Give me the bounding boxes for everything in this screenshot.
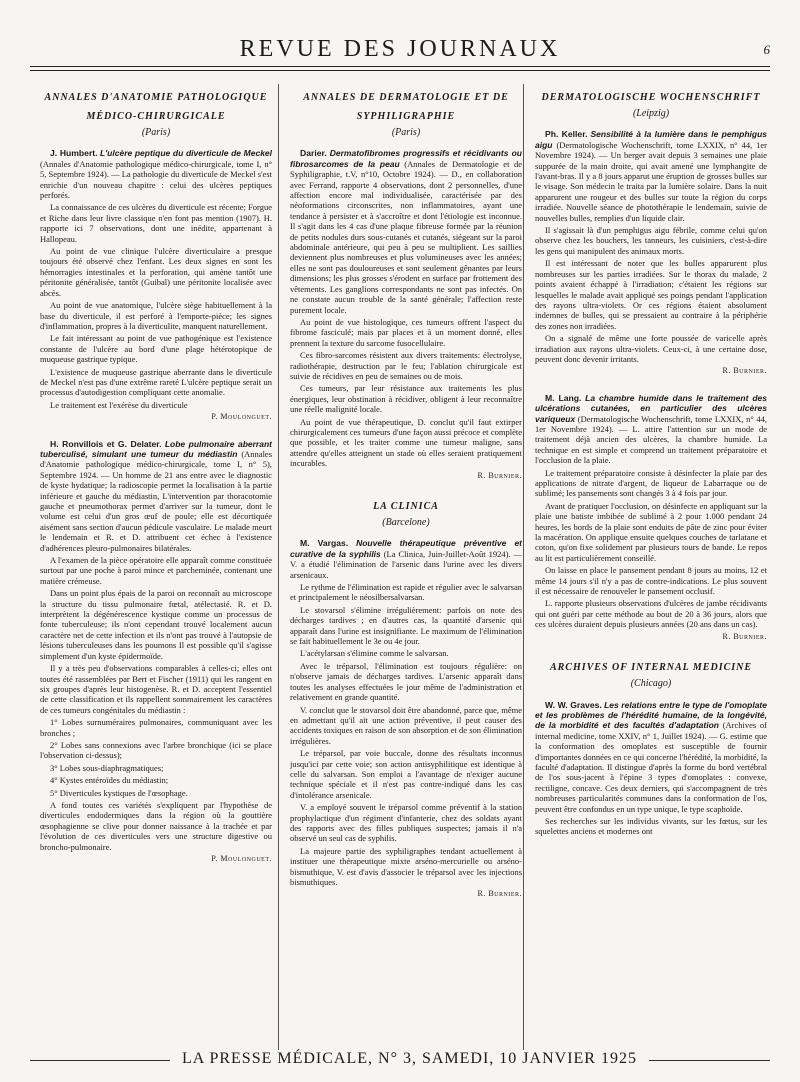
- column-right: [535, 88, 767, 1050]
- article-author: J. Humbert.: [50, 148, 98, 159]
- list-item: 3° Lobes sous-diaphragmatiques;: [50, 762, 164, 773]
- signature: P. Moulonguet.: [211, 412, 272, 422]
- paragraph: Ces tumeurs, par leur résistance aux traitements les plus énergiques, leur obstination à récidiver, obligent à leur reconnaître une réelle malignité locale.: [290, 383, 522, 415]
- article-title: Lobe pulmonaire aberrant tuberculisé, simulant une tumeur du médiastin: [40, 438, 272, 459]
- paragraph: Il est intéressant de noter que les bulles apparurent plus nombreuses sur les parties irradiées. Sur le thorax du malade, 2 points avaient échappé à l'irradiation; c'étaient les régions sur lesquelles le malade avait appliqué ses poings pendant l'application des rayons ultra-violets. Or ces régions étaient absolument indemnes de bulles, qui se pressaient au contraire à la périphérie des zones non irradiées.: [535, 258, 767, 331]
- paragraph: Le stovarsol s'élimine irrégulièrement: parfois on note des décharges tardives ; en d'autres cas, la quantité d'arsenic qui apparaît dans l'urine est insignifiante. Le maximum de l'élimination se fait habituellement le 3e ou 4e jour.: [290, 604, 522, 647]
- section-heading: ANNALES DE DERMATOLOGIE ET DE SYPHILIGRAPHIE: [303, 92, 509, 122]
- article-author: Darier.: [300, 148, 327, 159]
- article-lead: (Annales d'Anatomie pathologique médico-chirurgicale, tome I, n° 5, Septembre 1924). — La pathologie du diverticule de Meckel s'est enrichie d'un nouveau chapitre : celui des ulcères peptiques perforés.: [40, 158, 272, 201]
- list-item: 4° Kystes entéroïdes du médiastin;: [50, 775, 169, 786]
- section-heading: ANNALES D'ANATOMIE PATHOLOGIQUE MÉDICO-CHIRURGICALE: [44, 92, 268, 122]
- section-heading: LA CLINICA: [373, 501, 439, 512]
- article-author: H. Ronvillois et G. Delater.: [50, 438, 162, 449]
- section-city: (Chicago): [630, 678, 672, 690]
- paragraph: A fond toutes ces variétés s'expliquent par l'hypothèse de diverticules endodermiques dans la région où la gouttière œsophagienne se clive pour donner naissance à la trachée et par l'évolution de ces diverticules vers une structure digestive ou broncho-pulmonaire.: [40, 799, 272, 852]
- paragraph: L'existence de muqueuse gastrique aberrante dans le diverticule de Meckel n'est pas d'une extrême rareté L'ulcère peptique serait un processus d'autodigestion compliquant cette anomalie.: [40, 366, 272, 398]
- paragraph: Le fait intéressant au point de vue pathogénique est l'existence constante de l'ulcère au bord d'une plage hétérotopique de muqueuse gastrique typique.: [40, 333, 272, 365]
- list-item: 5° Diverticules kystiques de l'œsophage.: [50, 787, 188, 798]
- list-item: 2° Lobes sans connexions avec l'arbre bronchique (ici se place l'observation ci-dessus);: [40, 739, 272, 761]
- column-divider: [523, 84, 524, 1054]
- article-author: M. Lang.: [545, 392, 582, 403]
- article: [290, 538, 522, 899]
- page-header: [30, 26, 770, 66]
- article-lead: (Dermatologische Wochenschrift, tome LXXIX, n° 44, 1er Novembre 1924). — Un berger avait depuis 3 semaines une plaie suppurée de la main droite, qui avait amené une lymphangite de l'avant-bras. Il y a 8 jours apparut une éruption de grosses bulles sur le visage. Son médecin le traita par la lumière solaire. Dans la nuit apparurent une rougeur et des bulles sur toute la région du corps irradiée. Nouvelle séance de photothérapie le lendemain, suivie de nouvelles bulles, remplies d'un liquide clair.: [535, 139, 767, 223]
- page-footer: [30, 1050, 770, 1080]
- signature: R. Burnier.: [722, 366, 767, 376]
- column-middle: [290, 88, 522, 1050]
- section-city: (Paris): [141, 127, 171, 138]
- article: [535, 129, 767, 376]
- article: [40, 439, 272, 865]
- article-title: L'ulcère peptique du diverticule de Meckel: [99, 148, 272, 159]
- header-rule-2: [30, 70, 770, 71]
- page-number: 6: [763, 42, 770, 57]
- paragraph: On laisse en place le pansement pendant 8 jours au moins, 12 et même 14 jours s'il n'y a pas de contre-indications. Le plus souvent il est nécessaire de renouveler le pansement occlusif.: [535, 565, 767, 597]
- section-city: (Barcelone): [382, 517, 430, 528]
- section-heading: DERMATOLOGISCHE WOCHENSCHRIFT: [541, 92, 761, 103]
- paragraph: Ses recherches sur les individus vivants, sur les fœtus, sur les squelettes anciens et modernes ont: [535, 815, 767, 837]
- paragraph: Le traitement préparatoire consiste à désinfecter la plaie par des applications de nitrate d'argent, de liqueur de Labarraque ou de sublimé; les pansements sont changés 3 à 4 fois par jour.: [535, 467, 767, 499]
- paragraph: La majeure partie des syphiligraphes tendant actuellement à instituer une thérapeutique mixte arséno-mercurielle ou arséno-bismuthique, V. est d'avis d'associer le tréparsol avec les injections bismuthiques.: [290, 845, 522, 887]
- list-item: 1° Lobes surnuméraires pulmonaires, communiquant avec les bronches ;: [40, 717, 272, 738]
- paragraph: Le tréparsol, par voie buccale, donne des résultats inconnus jusqu'ici par cette voie; son action antisyphilitique est identique à celle du salvarsan. Son emploi a l'avantage de n'exiger aucune technique spéciale et il n'est pas contre-indiqué dans les cas d'intolérance arsenicale.: [290, 748, 522, 800]
- article-author: Ph. Keller.: [545, 129, 588, 140]
- paragraph: Avant de pratiquer l'occlusion, on désinfecte en appliquant sur la plaie une batiste imbibée de sublimé à 2 pour 1.000 pendant 24 heures, les bords de la plaie sont enduits de pâte de zinc pour éviter la macération. On applique ensuite quelques couches de tarlatane et coton, qu'on fixe solidement par plusieurs tours de bande. Le repos au lit est particulièrement conseillé.: [535, 500, 767, 563]
- paragraph: Au point de vue clinique l'ulcère diverticulaire a presque toujours été observé chez l'enfant. Les deux signes en sont les hémorragies intestinales et la perforation, qui amène tantôt une péritonite généralisée, tantôt (Guibal) une péritonite localisée avec abcès.: [40, 246, 272, 298]
- article: [40, 148, 272, 422]
- signature: P. Moulonguet.: [211, 854, 272, 863]
- article-title: Nouvelle thérapeutique préventive et curative de la syphilis: [290, 538, 522, 559]
- article: [290, 148, 522, 481]
- article-lead: (Annales de Dermatologie et de Syphiligraphie, t.V, n°10, Octobre 1924). — D., en collaboration avec Ferrand, rapporte 4 observations, dont 2 personnelles, d'une affection encore mal individualisée, caractérisée par des néoformations circonscrites, non inflammatoires, ayant une tendance à persister et à s'accroître et dont l'étiologie est inconnue. Il s'agit dans les 4 cas d'une plaque fibreuse formée par la réunion de petits nodules durs sous-cutanés et cutanés, siégeant sur la paroi abdominale antérieure, qui peu à peu se multiplient. Les saillies deviennent plus nombreuses et plus volumineuses avec les années; elles ne sont pas douloureuses et sont seulement gênantes par leurs dimensions; les plus grosses s'érodent en surface par frottement des vêtements. Les ganglions correspondants ne sont pas infectés. On ne constate aucun trouble de la santé générale; l'affection reste purement locale.: [290, 158, 522, 315]
- column-divider: [278, 84, 279, 1054]
- section-city: (Leipzig): [632, 108, 670, 119]
- article-lead: (Annales d'Anatomie pathologique médico-chirurgicale, tome I, n° 5), Septembre 1924. — Un homme de 21 ans entre avec le diagnostic de kyste hydatique; la radioscopie permet la localisation à la partie inférieure et gauche du médiastin, L'intervention par thoracotomie gauche et pneumothorax permet d'arriver sur la tumeur, dont le volume est celui d'un gros œuf de poule; elle est décortiquée aisément sans section d'aucun pédicule vasculaire. Le malade meurt le lendemain et R. et D. attribuent cet échec à l'existence d'adhérences pleuro-pulmonaires bilatérales.: [40, 448, 272, 553]
- paragraph: Avec le tréparsol, l'élimination est toujours régulière: on n'observe jamais de décharges tardives. L'arsenic apparaît dans toutes les analyses effectuées le jour même de l'administration et relativement en grande quantité.: [290, 660, 522, 703]
- signature: R. Burnier.: [477, 889, 522, 899]
- article-author: M. Vargas.: [300, 538, 349, 549]
- section-heading: ARCHIVES OF INTERNAL MEDICINE: [549, 662, 753, 674]
- article-title: Dermatofibromes progressifs et récidivants ou fibrosarcomes de la peau: [290, 148, 522, 169]
- article-lead: (Archives of internal medicine, tome XXIV, n° 1, Juillet 1924). — G. estime que la conformation des omoplates est susceptible de fournir d'importantes données en ce qui concerne l'hérédité, la morbidité, la faculté d'adaptation. Il distingue d'après la forme du bord vertébral de l'os sous-jacent à l'épine 3 types d'omoplates : convexe, rectiligne, concave. Ces deux derniers, qui s'accompagnent de très nombreuses particularités communes dans la conformation de l'os, peuvent être confondus en un type unique, le type scaphoïde.: [535, 720, 767, 814]
- article-lead: (Dermatologische Wochenschrift, tome LXXIX, n° 44, 1er Novembre 1924). — L. attire l'attention sur un mode de traitement déjà ancien des ulcères, la chambre humide. La technique en est simple et comprend un traitement préparatoire et l'occlusion de la plaie.: [535, 413, 767, 466]
- footer-text: LA PRESSE MÉDICALE, N° 3, SAMEDI, 10 JANVIER 1925: [170, 1050, 649, 1068]
- article: [535, 700, 767, 837]
- article-lead: (La Clinica, Juin-Juillet-Août 1924). — V. a étudié l'élimination de l'arsenic dans l'urine avec les divers arsenicaux.: [290, 548, 522, 580]
- header-rule: [30, 66, 770, 67]
- article-title: La chambre humide dans le traitement des ulcérations cutanées, en particulier des ulcères variqueux: [535, 392, 767, 424]
- journal-title: REVUE DES JOURNAUX: [239, 36, 561, 62]
- article-title: Les relations entre le type de l'omoplate et les problèmes de l'hérédité humaine, de la longévité, de la morbidité et des facultés d'adaptation: [535, 699, 767, 731]
- paragraph: Il y a très peu d'observations comparables à celles-ci; elles ont toutes été rassemblées par Bert et Fischer (1911) qui les rangent en six groupes d'après leur histogenèse. R. et D. acceptent l'essentiel de cette classification et ils rappellent sommairement les caractères de ces tumeurs congénitales du médiastin :: [40, 663, 272, 715]
- paragraph: Il s'agissait là d'un pemphigus aigu fébrile, comme celui qu'on observe chez les bouchers, les tanneurs, les cuisiniers, c'est-à-dire les gens qui manipulent des animaux morts.: [535, 225, 767, 256]
- paragraph: L. rapporte plusieurs observations d'ulcères de jambe récidivants qui ont guéri par cette méthode au bout de 20 à 36 jours, alors que ces ulcères duraient depuis plusieurs années (20 ans dans un cas).: [535, 598, 767, 630]
- article: [535, 393, 767, 642]
- paragraph: Au point de vue anatomique, l'ulcère siège habituellement à la base du diverticule, il est perforé à l'emporte-pièce; les signes d'inflammation, propres à la diverticulite, manquent naturellement.: [40, 300, 272, 331]
- signature: R. Burnier.: [477, 470, 522, 480]
- paragraph: Au point de vue thérapeutique, D. conclut qu'il faut extirper chirurgicalement ces tumeurs d'une façon aussi précoce et complète que possible, et les traiter comme une tumeur maligne, sans attendre qu'elles atteignent un stade où elles seraient pratiquement incurables.: [290, 416, 522, 469]
- paragraph: Le rythme de l'élimination est rapide et régulier avec le salvarsan et principalement le néosilbersalvarsan.: [290, 582, 522, 603]
- paragraph: V. conclut que le stovarsol doit être abandonné, parce que, même en admettant qu'il ait une action préventive, il peut causer des accidents toxiques en raison de son absorption et de son élimination irrégulières.: [290, 704, 522, 746]
- paragraph: Au point de vue histologique, ces tumeurs offrent l'aspect du fibrome fasciculé; mais par places et à un moment donné, elles prennent la texture du sarcome fusocellulaire.: [290, 316, 522, 348]
- article-author: W. W. Graves.: [545, 699, 602, 710]
- paragraph: On a signalé de même une forte poussée de varicelle après irradiation aux rayons ultra-violets. Ceux-ci, à une certaine dose, peuvent donc devenir irritants.: [535, 333, 767, 364]
- paragraph: Ces fibro-sarcomes résistent aux divers traitements: électrolyse, radiothérapie, destruction par le feu; l'ablation chirurgicale est suivie de récidives en peu de semaines ou de mois.: [290, 350, 522, 381]
- section-city: (Paris): [391, 127, 421, 138]
- paragraph: La connaissance de ces ulcères du diverticule est récente; Forgue et Riche dans leur livre classique n'en font pas mention (1907). H. rapporte ici 7 observations, dont une inédite, appartenant à Hallopeau.: [40, 202, 272, 244]
- paragraph: Dans un point plus épais de la paroi on reconnaît au microscope la structure du tissu pulmonaire fœtal, atélectasié. R. et D. interprètent la dégénérescence kystique comme un processus de fonte tuberculeuse; ils n'ont cependant trouvé localement aucun caractère net de cette infection et ils n'ont pas trouvé à l'autopsie de lésions tuberculeuses dans les poumons Il est possible qu'il s'agisse simplement d'un kyste épidermoïde.: [40, 588, 272, 661]
- paragraph: A l'examen de la pièce opératoire elle apparaît comme constituée surtout par une poche à paroi mince et parcheminée, contenant une matière crémeuse.: [40, 555, 272, 586]
- paragraph: V. a employé souvent le tréparsol comme préventif à la station prophylactique d'un régiment d'infanterie, chez des soldats ayant des rapports avec des filles publiques suspectes; jamais il n'a observé un seul cas de syphilis.: [290, 802, 522, 844]
- signature: R. Burnier.: [722, 631, 767, 641]
- article-title: Sensibilité à la lumière dans le pemphigus aigu: [535, 129, 767, 150]
- paragraph: L'acétylarsan s'élimine comme le salvarsan.: [300, 648, 449, 659]
- column-left: [40, 88, 272, 1050]
- paragraph: Le traitement est l'exérèse du diverticule: [50, 399, 188, 410]
